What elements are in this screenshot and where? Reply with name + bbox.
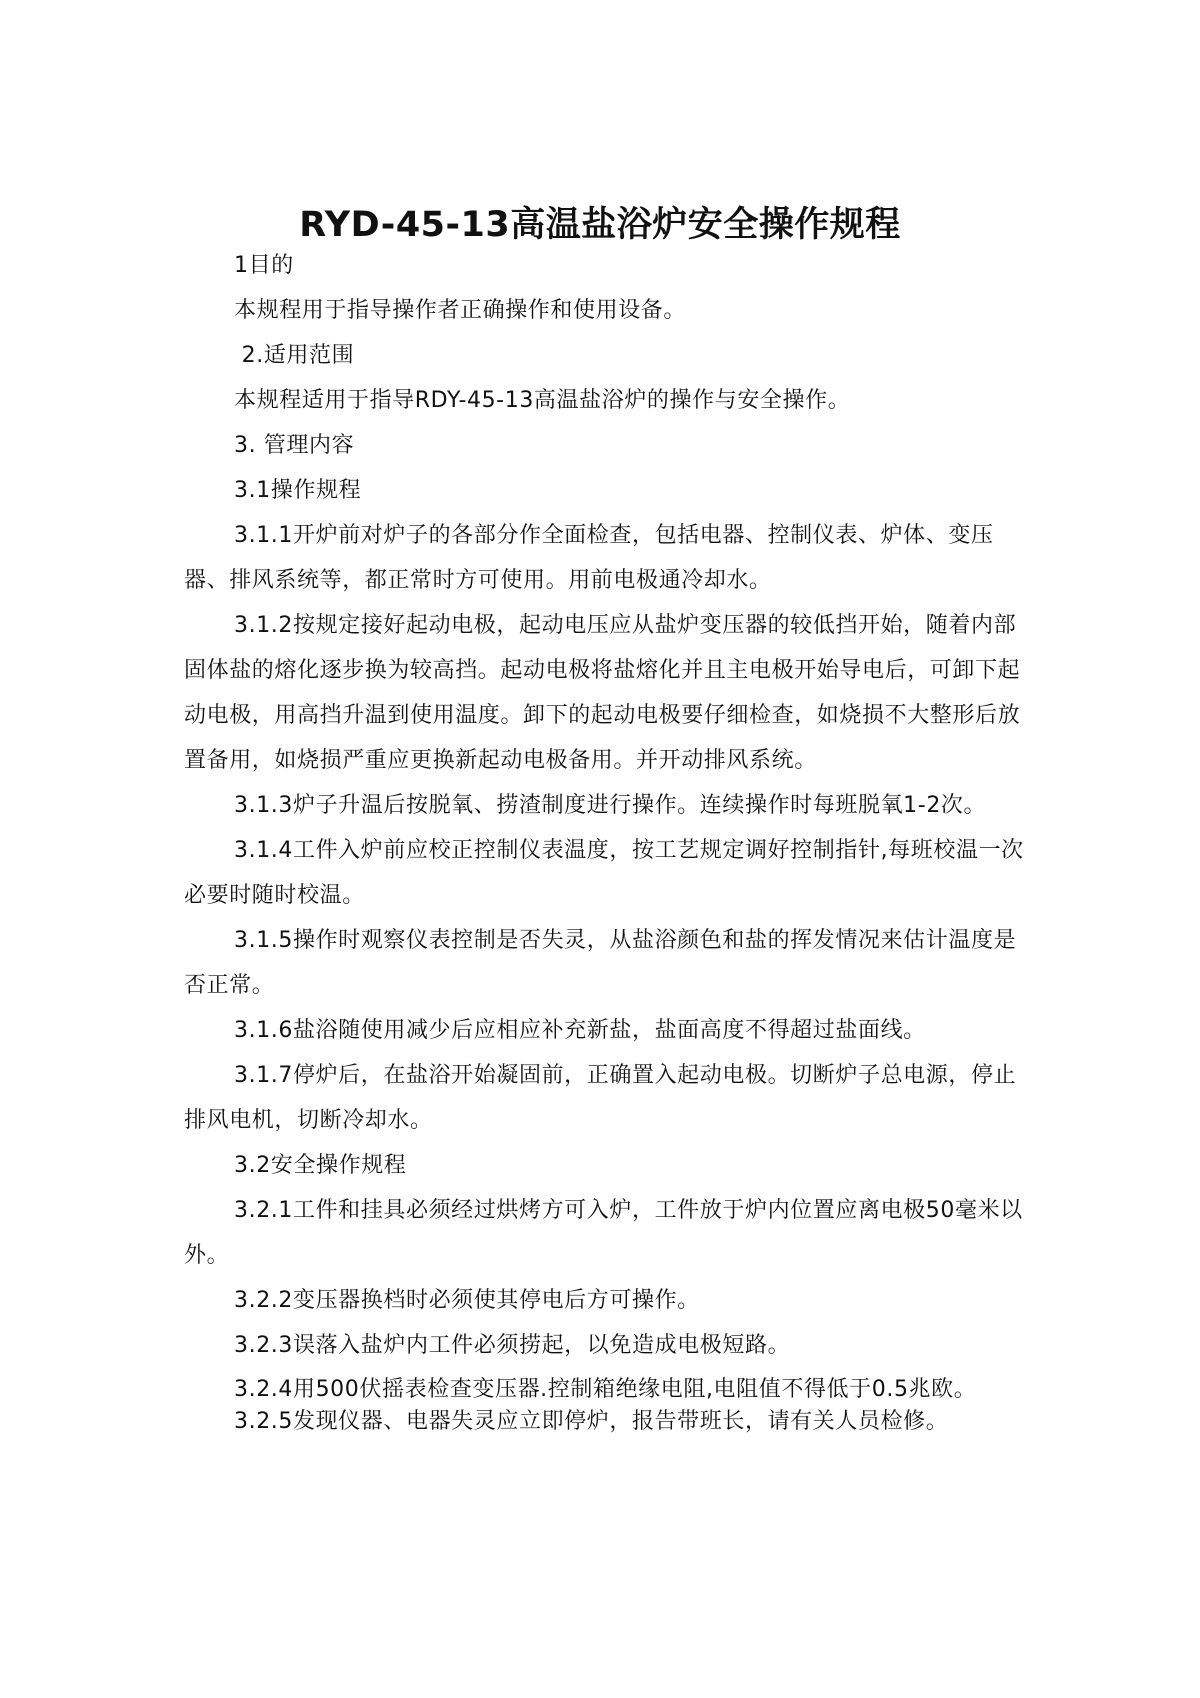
subsection-heading-safety: 3.2安全操作规程 <box>234 1153 407 1178</box>
paragraph-3-1-7: 3.1.7停炉后，在盐浴开始凝固前，正确置入起动电极。切断炉子总电源，停止排风电机，切断冷却水。 <box>184 1063 1017 1133</box>
paragraph-3-2-4: 3.2.4用500伏摇表检查变压器.控制箱绝缘电阻,电阻值不得低于0.5兆欧。 <box>234 1377 977 1402</box>
document-title: RYD-45-13高温盐浴炉安全操作规程 <box>299 205 901 245</box>
subsection-heading-operation: 3.1操作规程 <box>234 478 362 503</box>
section-heading-management: 3. 管理内容 <box>234 433 355 458</box>
paragraph-3-1-3: 3.1.3炉子升温后按脱氧、捞渣制度进行操作。连续操作时每班脱氧1-2次。 <box>234 793 987 818</box>
paragraph-3-2-3: 3.2.3误落入盐炉内工件必须捞起，以免造成电极短路。 <box>234 1333 791 1358</box>
paragraph-3-2-2: 3.2.2变压器换档时必须使其停电后方可操作。 <box>234 1288 700 1313</box>
paragraph-3-1-5: 3.1.5操作时观察仪表控制是否失灵，从盐浴颜色和盐的挥发情况来估计温度是否正常。 <box>184 928 1017 998</box>
paragraph-scope: 本规程适用于指导RDY-45-13高温盐浴炉的操作与安全操作。 <box>234 388 851 413</box>
paragraph-3-1-6: 3.1.6盐浴随使用减少后应相应补充新盐，盐面高度不得超过盐面线。 <box>234 1018 926 1043</box>
paragraph-3-1-4: 3.1.4工件入炉前应校正控制仪表温度，按工艺规定调好控制指针,每班校温一次必要时随时校温。 <box>184 838 1024 908</box>
paragraph-purpose: 本规程用于指导操作者正确操作和使用设备。 <box>234 298 687 323</box>
paragraph-3-1-1: 3.1.1开炉前对炉子的各部分作全面检查，包括电器、控制仪表、炉体、变压器、排风系统等，都正常时方可使用。用前电极通冷却水。 <box>184 523 994 593</box>
paragraph-3-2-5: 3.2.5发现仪器、电器失灵应立即停炉，报告带班长，请有关人员检修。 <box>234 1409 949 1434</box>
section-heading-purpose: 1目的 <box>234 253 294 278</box>
paragraph-3-1-2: 3.1.2按规定接好起动电极，起动电压应从盐炉变压器的较低挡开始，随着内部固体盐的熔化逐步换为较高挡。起动电极将盐熔化并且主电极开始导电后，可卸下起动电极，用高挡升温到使用温度。卸下的起动电极要仔细检查，如烧损不大整形后放置备用，如烧损严重应更换新起动电极备用。并开动排风系统。 <box>184 613 1021 773</box>
document-body <box>184 243 1024 1438</box>
section-heading-scope: 2.适用范围 <box>234 343 355 368</box>
paragraph-3-2-1: 3.2.1工件和挂具必须经过烘烤方可入炉，工件放于炉内位置应离电极50毫米以外。 <box>184 1198 1023 1268</box>
